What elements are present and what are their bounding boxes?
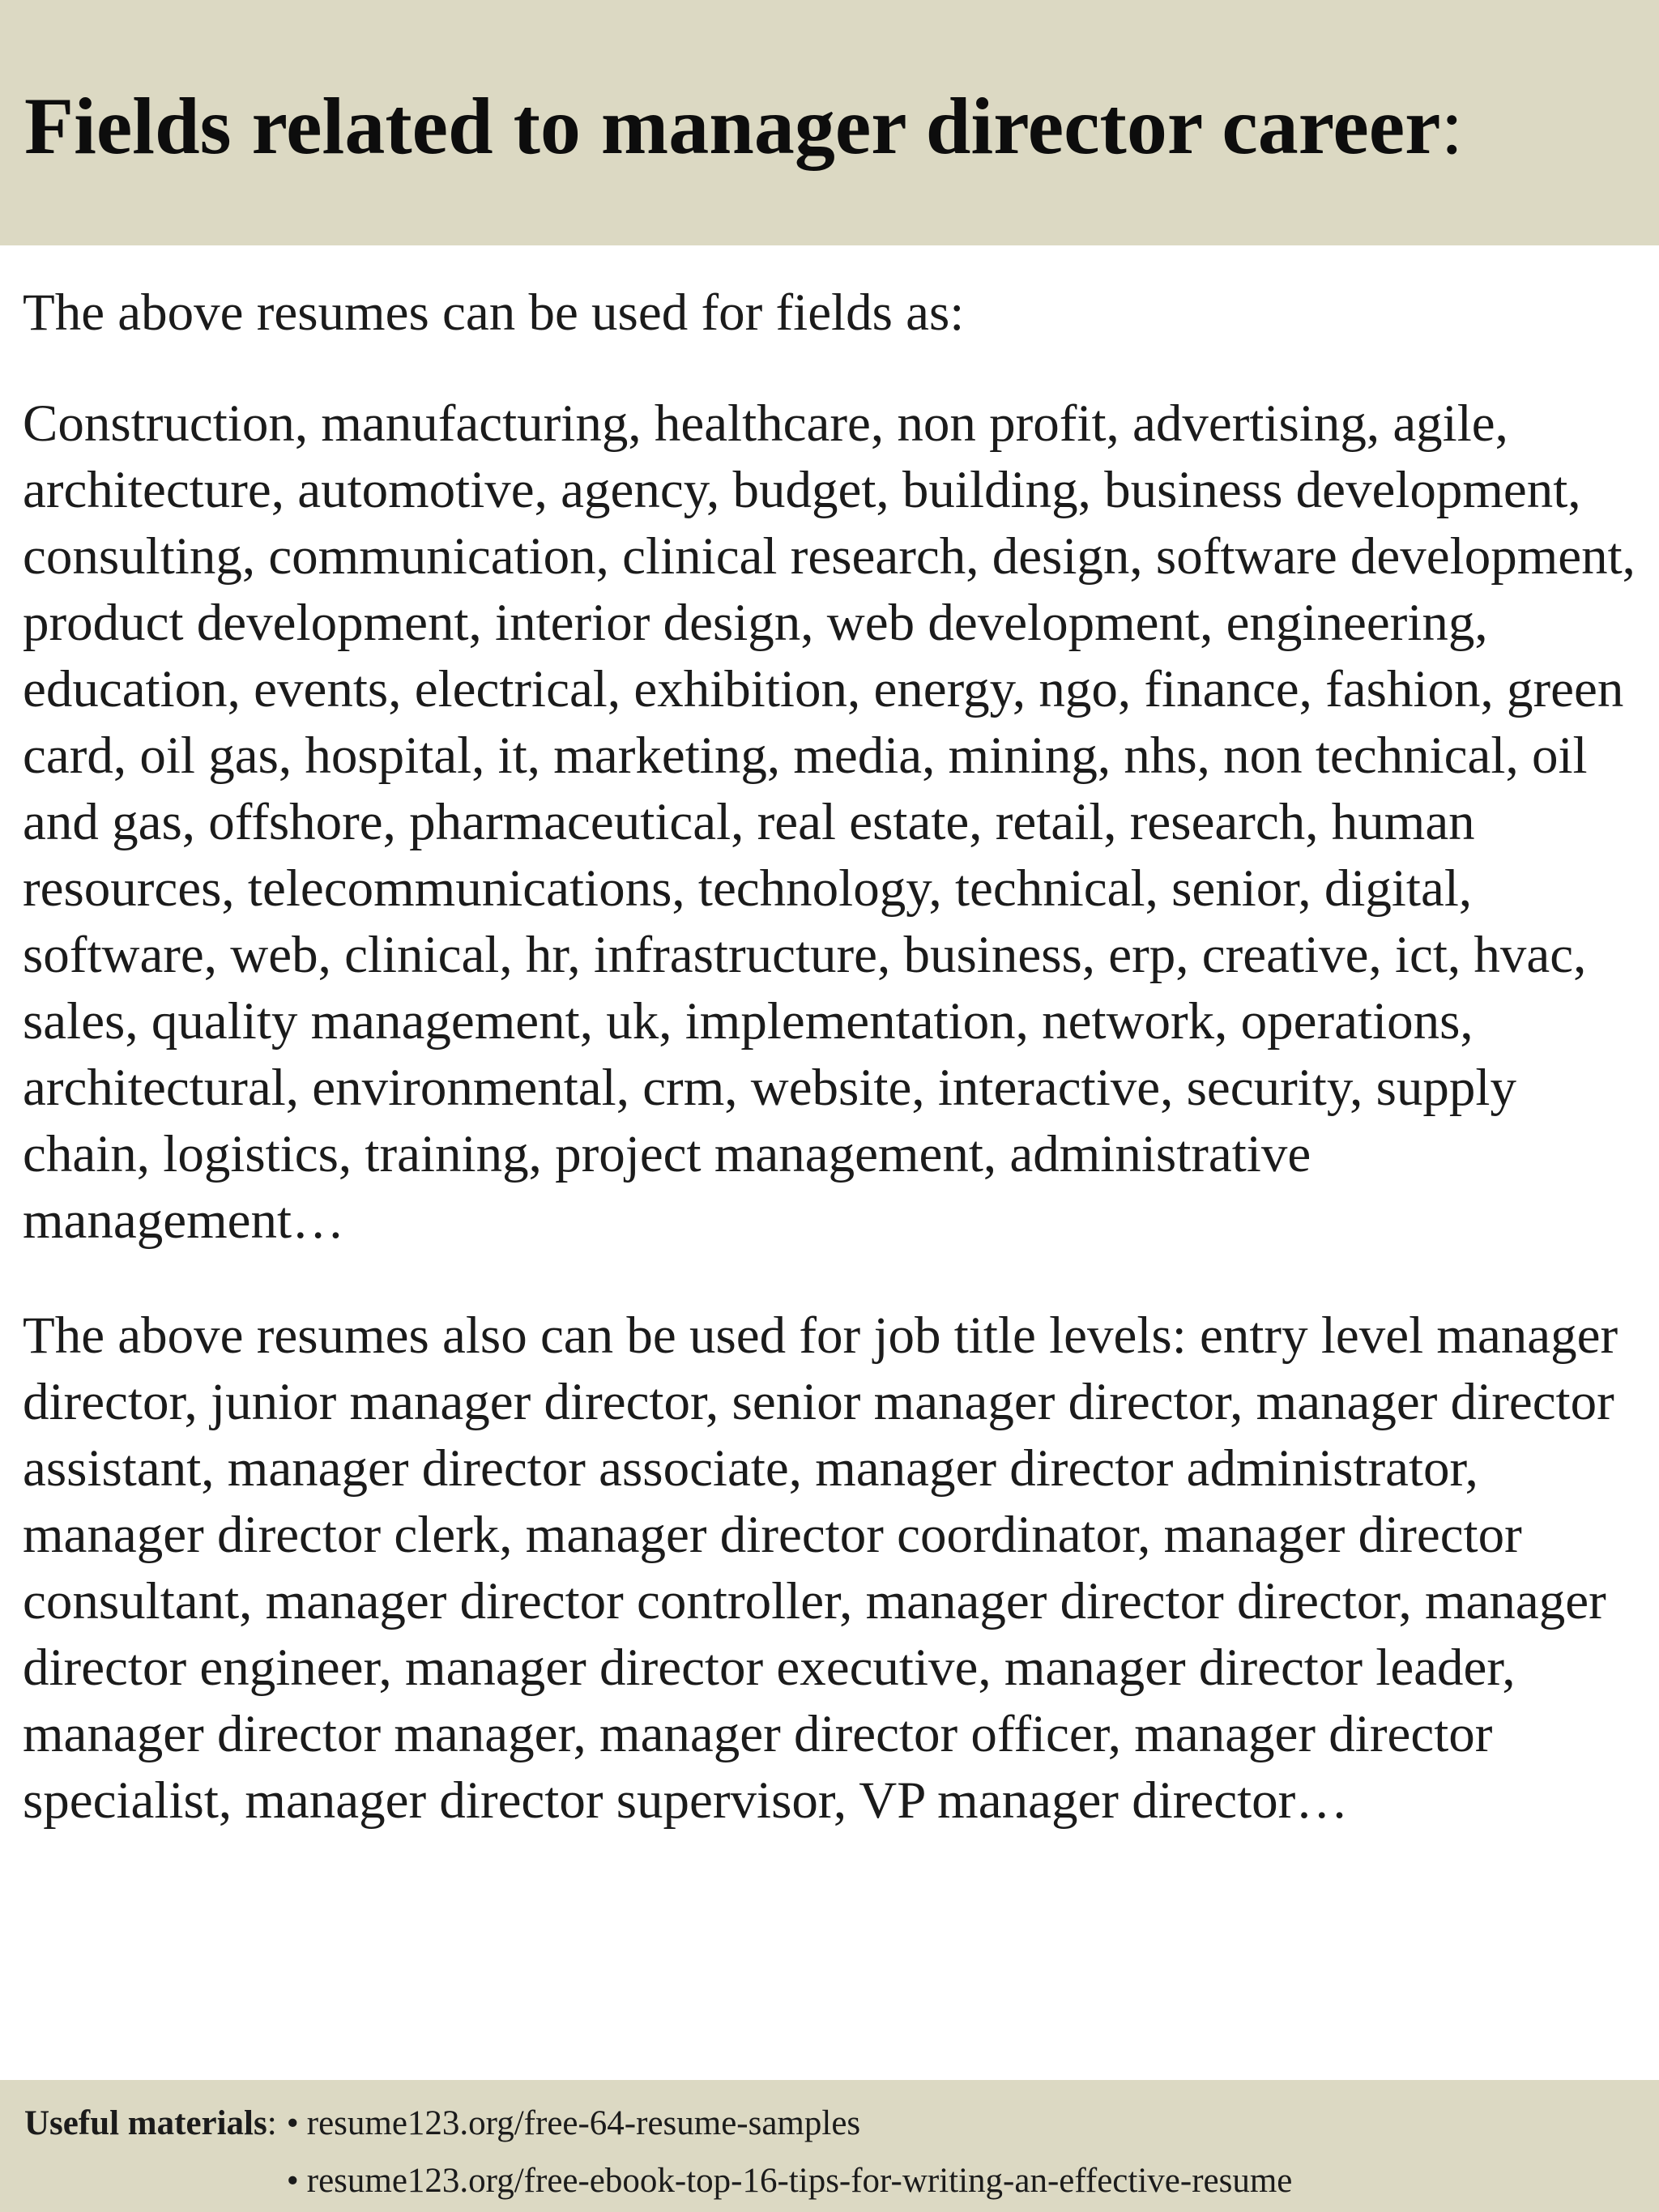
page-title [24, 75, 1463, 178]
useful-materials-links [287, 2095, 1293, 2210]
useful-materials [24, 2095, 1292, 2210]
page-title-colon: : [1440, 81, 1464, 171]
page-title-text: Fields related to manager director career [24, 81, 1441, 171]
bullet-icon: • [286, 2104, 299, 2142]
bullet-icon: • [286, 2162, 299, 2200]
job-levels-paragraph: The above resumes also can be used for job title levels: entry level manager director, junior manager director, senior manager director, manager director assistant, manager director associate, manager director administrator, manager director clerk, manager director coordinator, manager director consultant, manager director controller, manager director director, manager director engineer, manager director executive, manager director leader, manager director manager, manager director officer, manager director specialist, manager director supervisor, VP manager director… [23, 1306, 1618, 1830]
useful-materials-label: Useful materials [24, 2104, 267, 2142]
fields-list-paragraph: Construction, manufacturing, healthcare, non profit, advertising, agile, architecture, automotive, agency, budget, building, business development, consulting, communication, clinical research, design, software development, product development, interior design, web development, engineering, education, events, electrical, exhibition, energy, ngo, finance, fashion, green card, oil gas, hospital, it, marketing, media, mining, nhs, non technical, oil and gas, offshore, pharmaceutical, real estate, retail, research, human resources, telecommunications, technology, technical, senior, digital, software, web, clinical, hr, infrastructure, business, erp, creative, ict, hvac, sales, quality management, uk, implementation, network, operations, architectural, environmental, crm, website, interactive, security, supply chain, logistics, training, project management, administrative management… [23, 394, 1636, 1250]
footer-link-ebook-tips[interactable] [287, 2152, 1293, 2210]
intro-text: The above resumes can be used for fields as: [23, 283, 965, 342]
footer-link-resume-samples[interactable] [287, 2095, 1293, 2152]
main-content [23, 279, 1639, 1834]
footer-link-text: resume123.org/free-64-resume-samples [306, 2104, 861, 2142]
footer-band [0, 2080, 1659, 2212]
footer-link-text: resume123.org/free-ebook-top-16-tips-for-writing-an-effective-resume [306, 2162, 1293, 2200]
useful-materials-colon: : [267, 2104, 277, 2142]
useful-materials-label-wrap [24, 2095, 277, 2210]
header-band [0, 0, 1659, 245]
